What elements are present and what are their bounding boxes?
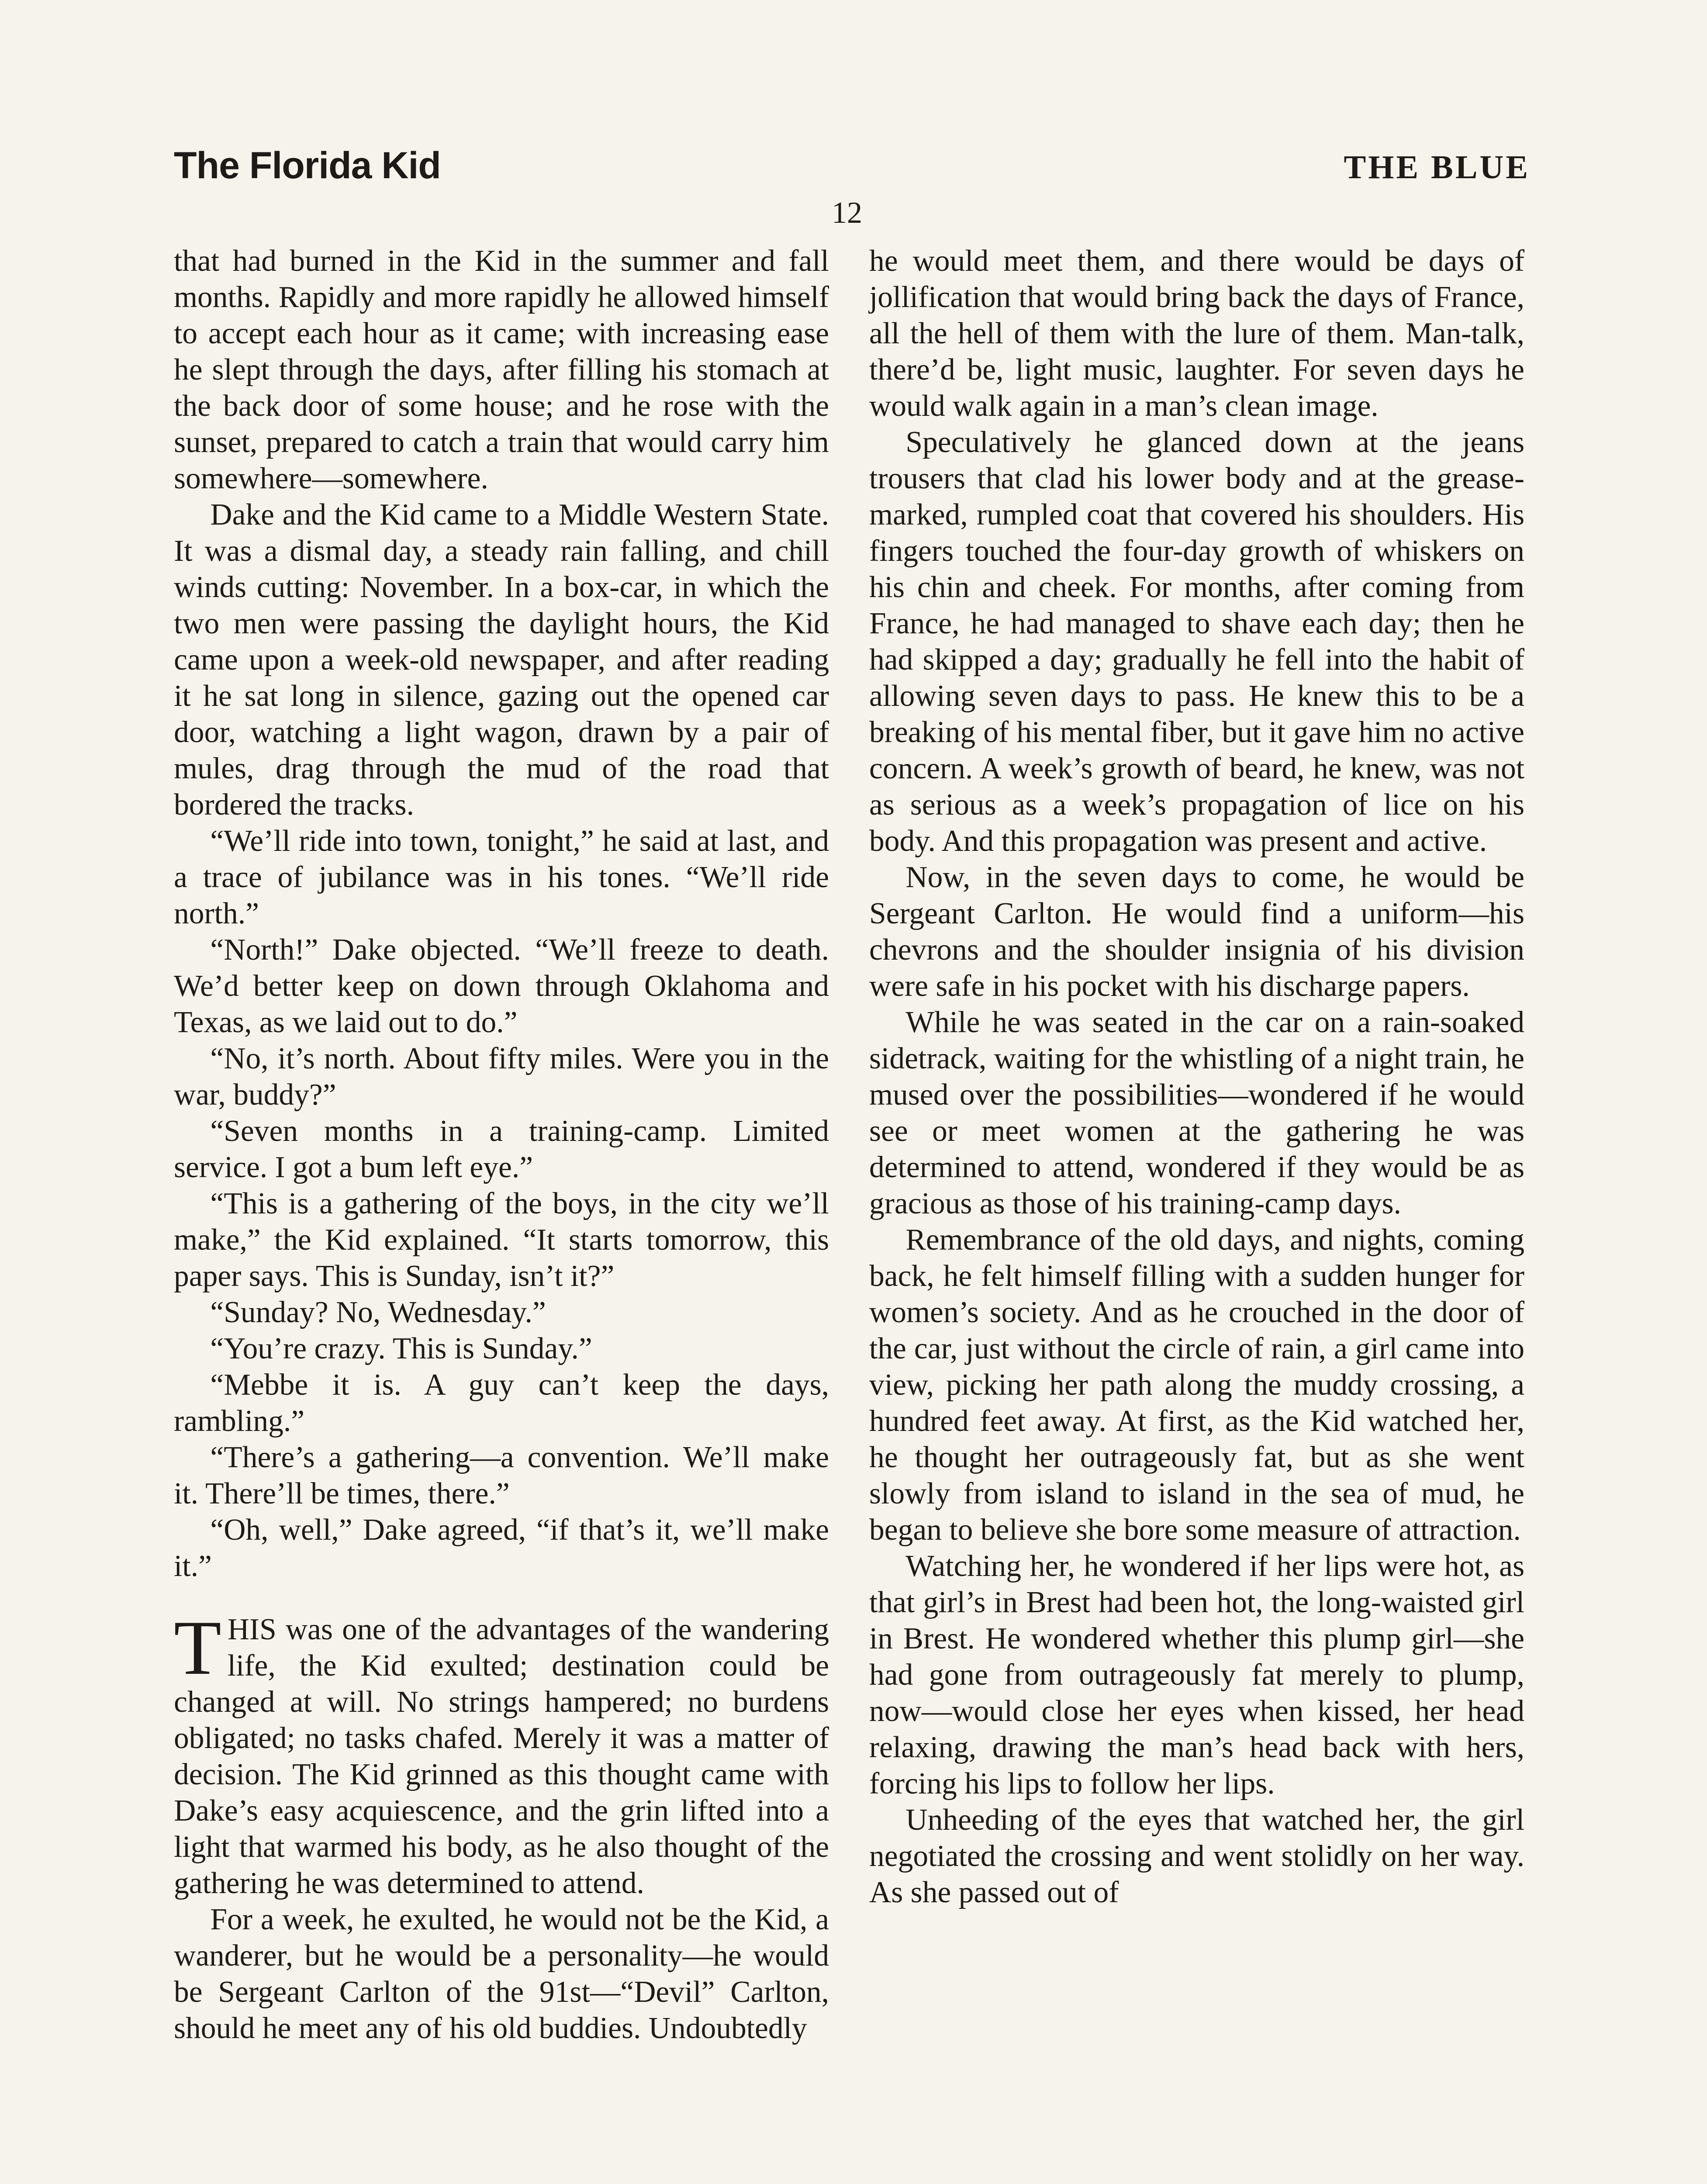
paragraph: “We’ll ride into town, tonight,” he said at last, and a trace of jubilance was in his tones. “We’ll ride north.” <box>174 824 829 930</box>
paragraph: “North!” Dake objected. “We’ll freeze to death. We’d better keep on down through Oklahoma and Texas, as we laid out to do.” <box>174 933 829 1039</box>
paragraph: Remembrance of the old days, and nights, coming back, he felt himself filling with a sudden hunger for women’s society. And as he crouched in the door of the car, just without the circle of rain, a girl came into view, picking her path along the muddy crossing, a hundred feet away. At first, as the Kid watched her, he thought her outrageously fat, but as she went slowly from island to island in the sea of mud, he began to believe she bore some measure of attraction. <box>869 1223 1524 1547</box>
paragraph: While he was seated in the car on a rain-soaked sidetrack, waiting for the whistling of a night train, he mused over the possibilities—wondered if he would see or meet women at the gathering he was determined to attend, wondered if they would be as gracious as those of his training-camp days. <box>869 1006 1524 1220</box>
section-opening-paragraph <box>174 1604 829 1901</box>
paragraph: Watching her, he wondered if her lips were hot, as that girl’s in Brest had been hot, the long-waisted girl in Brest. He wondered whether this plump girl—she had gone from outrageously fat merely to plump, now—would close her eyes when kissed, her head relaxing, drawing the man’s head back with hers, forcing his lips to follow her lips. <box>869 1549 1524 1800</box>
paragraph: he would meet them, and there would be days of jollification that would bring back the days of France, all the hell of them with the lure of them. Man-talk, there’d be, light music, laughter. For seven days he would walk again in a man’s clean image. <box>869 244 1524 423</box>
story-title: The Florida Kid <box>174 145 441 187</box>
paragraph: For a week, he exulted, he would not be the Kid, a wanderer, but he would be a personality—he would be Sergeant Carlton of the 91st—“Devil” Carlton, should he meet any of his old buddies. Undoubtedly <box>174 1903 829 2045</box>
magazine-title: THE BLUE <box>1344 149 1530 186</box>
paragraph: “This is a gathering of the boys, in the city we’ll make,” the Kid explained. “It starts tomorrow, this paper says. This is Sunday, isn’t it?” <box>174 1187 829 1293</box>
drop-cap: T <box>174 1604 221 1691</box>
paragraph: Dake and the Kid came to a Middle Western State. It was a dismal day, a steady rain falling, and chill winds cutting: November. In a box-car, in which the two men were passing the daylight hours, the Kid came upon a week-old newspaper, and after reading it he sat long in silence, gazing out the opened car door, watching a light wagon, drawn by a pair of mules, drag through the mud of the road that bordered the tracks. <box>174 498 829 822</box>
paragraph: “Oh, well,” Dake agreed, “if that’s it, we’ll make it.” <box>174 1513 829 1583</box>
paragraph: “You’re crazy. This is Sunday.” <box>210 1332 592 1365</box>
paragraph: “There’s a gathering—a convention. We’ll make it. There’ll be times, there.” <box>174 1441 829 1510</box>
page-number: 12 <box>832 196 862 230</box>
left-column <box>174 243 829 2046</box>
paragraph: that had burned in the Kid in the summer and fall months. Rapidly and more rapidly he allowed himself to accept each hour as it came; with increasing ease he slept through the days, after filling his stomach at the back door of some house; and he rose with the sunset, prepared to catch a train that would carry him somewhere—somewhere. <box>174 244 829 495</box>
paragraph: “Sunday? No, Wednesday.” <box>210 1296 546 1329</box>
paragraph: Now, in the seven days to come, he would be Sergeant Carlton. He would find a uniform—his chevrons and the shoulder insignia of his division were safe in his pocket with his discharge papers. <box>869 860 1524 1003</box>
paragraph: “No, it’s north. About fifty miles. Were you in the war, buddy?” <box>174 1042 829 1112</box>
right-column <box>869 243 1524 1911</box>
paragraph: Unheeding of the eyes that watched her, the girl negotiated the crossing and went stolidly on her way. As she passed out of <box>869 1803 1524 1909</box>
paragraph-text: HIS was one of the advantages of the wandering life, the Kid exulted; destination could be changed at will. No strings hampered; no burdens obligated; no tasks chafed. Merely it was a matter of decision. The Kid grinned as this thought came with Dake’s easy acquiescence, and the grin lifted into a light that warmed his body, as he also thought of the gathering he was determined to attend. <box>174 1613 829 1900</box>
paragraph: “Mebbe it is. A guy can’t keep the days, rambling.” <box>174 1368 829 1438</box>
paragraph: “Seven months in a training-camp. Limited service. I got a bum left eye.” <box>174 1114 829 1184</box>
paragraph: Speculatively he glanced down at the jeans trousers that clad his lower body and at the grease-marked, rumpled coat that covered his shoulders. His fingers touched the four-day growth of whiskers on his chin and cheek. For months, after coming from France, he had managed to shave each day; then he had skipped a day; gradually he fell into the habit of allowing seven days to pass. He knew this to be a breaking of his mental fiber, but it gave him no active concern. A week’s growth of beard, he knew, was not as serious as a week’s propagation of lice on his body. And this propagation was present and active. <box>869 425 1524 858</box>
